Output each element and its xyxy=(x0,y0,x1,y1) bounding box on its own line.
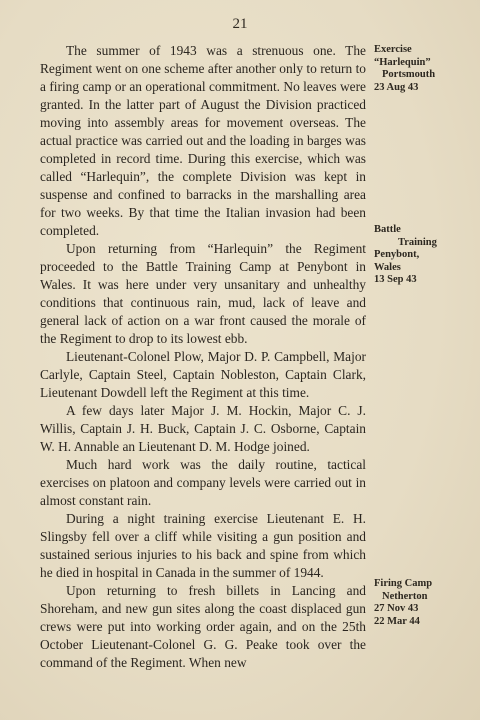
paragraph-lancing-shoreham: Upon returning to fresh billets in Lancing and Shoreham, and new gun sites along the coast displaced gun crews were put into working order again, and on the 25th October Lieutenant-Colonel G. G. Peake took over the command of the Regiment. When new xyxy=(40,583,366,670)
page-number: 21 xyxy=(232,16,248,32)
body-text xyxy=(40,42,366,672)
margin-note-line: 27 Nov 43 xyxy=(374,603,419,614)
margin-note-line: Firing Camp xyxy=(374,578,433,589)
margin-note-line: “Harlequin” xyxy=(374,56,431,68)
margin-note-line: Netherton xyxy=(382,590,428,602)
margin-note-exercise-harlequin xyxy=(374,44,466,94)
margin-note-line: Wales xyxy=(374,261,401,273)
margin-note-line: 13 Sep 43 xyxy=(374,274,417,285)
paragraph-daily-routine: Much hard work was the daily routine, tactical exercises on platoon and company levels were carried out in almost constant rain. xyxy=(40,457,366,508)
paragraph-penybont: Upon returning from “Harlequin” the Regiment proceeded to the Battle Training Camp at Penybont in Wales. It was here under very unsanitary and unhealthy conditions that continuous rain, mud, lack of leave and general lack of action on a war front caused the morale of the Regiment to drop to its lowest ebb. xyxy=(40,241,366,346)
margin-note-line: 23 Aug 43 xyxy=(374,81,419,93)
margin-note-line: 22 Mar 44 xyxy=(374,615,420,627)
paragraph-slingsby: During a night training exercise Lieutenant E. H. Slingsby fell over a cliff while visiting a gun position and sustained serious injuries to his back and spine from which he died in hospital in Canada in the summer of 1944. xyxy=(40,511,366,580)
paragraph-summer-1943: The summer of 1943 was a strenuous one. The Regiment went on one scheme after another only to return to a firing camp or an operational commitment. No leaves were granted. In the latter part of August the Division practiced moving into assembly areas for movement overseas. The actual practice was carried out and the loading in barges was completed in record time. During this exercise, which was called “Harlequin”, the complete Division was kept in suspense and confined to barracks in the marshalling area for two weeks. By that time the Italian invasion had been completed. xyxy=(40,43,366,238)
margin-note-battle-training xyxy=(374,224,466,287)
margin-note-line: Training xyxy=(398,236,437,248)
margin-note-firing-camp xyxy=(374,578,466,628)
paragraph-officers-joined: A few days later Major J. M. Hockin, Major C. J. Willis, Captain J. H. Buck, Captain J. C. Osborne, Captain W. H. Annable an Lieutenant D. M. Hodge joined. xyxy=(40,403,366,454)
margin-note-line: Exercise xyxy=(374,44,412,55)
margin-note-line: Penybont, xyxy=(374,249,420,260)
margin-note-line: Battle xyxy=(374,224,401,235)
paragraph-officers-left: Lieutenant-Colonel Plow, Major D. P. Campbell, Major Carlyle, Captain Steel, Captain Nobleston, Captain Clark, Lieutenant Dowdell left the Regiment at this time. xyxy=(40,349,366,400)
margin-note-line: Portsmouth xyxy=(382,69,436,80)
